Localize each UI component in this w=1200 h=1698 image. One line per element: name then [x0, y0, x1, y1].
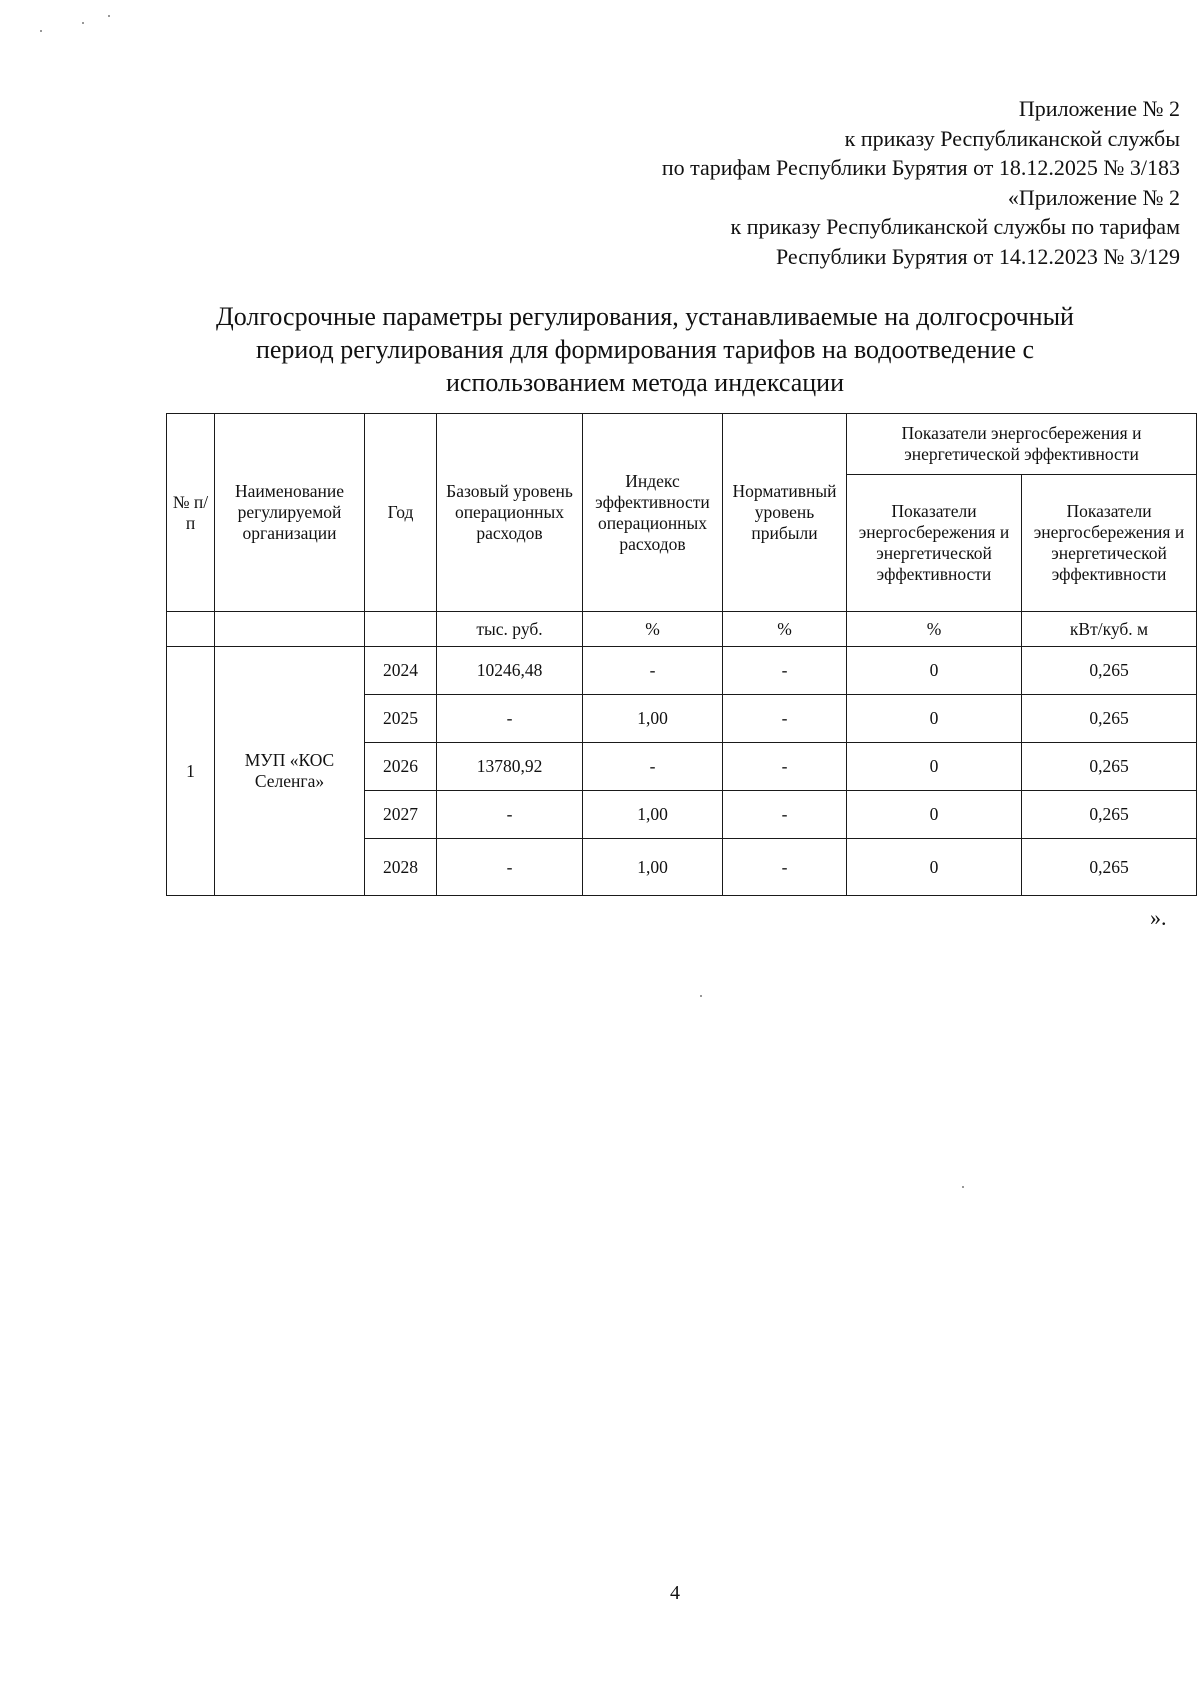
scan-speck: [108, 15, 110, 17]
scan-speck: [700, 995, 702, 997]
header-line: Приложение № 2: [1018, 96, 1180, 121]
cell-base: -: [437, 839, 583, 896]
header-org: Наименование регулируемой организации: [215, 414, 365, 612]
cell-index: -: [583, 743, 723, 791]
header-energy-group: Показатели энергосбережения и энергетической эффективности: [847, 414, 1197, 475]
cell-year: 2027: [365, 791, 437, 839]
cell-year: 2024: [365, 647, 437, 695]
cell-energy-1: 0: [847, 647, 1022, 695]
cell-index: 1,00: [583, 791, 723, 839]
cell-profit: -: [723, 647, 847, 695]
scan-speck: [962, 1186, 964, 1188]
header-line: к приказу Республиканской службы: [844, 125, 1180, 151]
header-line: «Приложение № 2: [1007, 184, 1180, 210]
cell-energy-2: 0,265: [1022, 791, 1197, 839]
document-title: [150, 300, 1140, 399]
cell-index: 1,00: [583, 839, 723, 896]
header-line: по тарифам Республики Бурятия от 18.12.2025 № 3/183: [661, 155, 1180, 180]
parameters-table: [166, 413, 1197, 896]
unit-index: %: [583, 612, 723, 647]
cell-base: -: [437, 791, 583, 839]
cell-energy-2: 0,265: [1022, 839, 1197, 896]
org-name: МУП «КОС Селенга»: [215, 647, 365, 896]
cell-energy-2: 0,265: [1022, 743, 1197, 791]
header-row: [167, 414, 1197, 475]
cell-profit: -: [723, 839, 847, 896]
header-energy-2: Показатели энергосбережения и энергетической эффективности: [1022, 475, 1197, 612]
unit-profit: %: [723, 612, 847, 647]
unit-energy-1: %: [847, 612, 1022, 647]
header-profit: Нормативный уровень прибыли: [723, 414, 847, 612]
header-base: Базовый уровень операционных расходов: [437, 414, 583, 612]
title-line: использованием метода индексации: [445, 368, 845, 397]
cell-energy-1: 0: [847, 695, 1022, 743]
units-row: [167, 612, 1197, 647]
cell-index: 1,00: [583, 695, 723, 743]
unit-empty: [215, 612, 365, 647]
header-index: Индекс эффективности операционных расходов: [583, 414, 723, 612]
cell-energy-1: 0: [847, 791, 1022, 839]
table-row: [167, 647, 1197, 695]
unit-energy-2: кВт/куб. м: [1022, 612, 1197, 647]
cell-energy-1: 0: [847, 839, 1022, 896]
scan-speck: [82, 22, 84, 24]
cell-profit: -: [723, 743, 847, 791]
cell-index: -: [583, 647, 723, 695]
cell-energy-1: 0: [847, 743, 1022, 791]
header-num: № п/п: [167, 414, 215, 612]
closing-quote: ».: [1150, 905, 1167, 930]
cell-base: 13780,92: [437, 743, 583, 791]
cell-energy-2: 0,265: [1022, 695, 1197, 743]
org-number: 1: [167, 647, 215, 896]
header-line: к приказу Республиканской службы по тарифам: [730, 214, 1180, 239]
cell-base: 10246,48: [437, 647, 583, 695]
cell-year: 2025: [365, 695, 437, 743]
header-line: Республики Бурятия от 14.12.2023 № 3/129: [775, 243, 1180, 269]
cell-profit: -: [723, 791, 847, 839]
unit-empty: [167, 612, 215, 647]
unit-base: тыс. руб.: [437, 612, 583, 647]
scan-speck: [40, 30, 42, 32]
cell-profit: -: [723, 695, 847, 743]
cell-year: 2026: [365, 743, 437, 791]
header-year: Год: [365, 414, 437, 612]
appendix-header: [480, 94, 1180, 271]
cell-energy-2: 0,265: [1022, 647, 1197, 695]
cell-base: -: [437, 695, 583, 743]
cell-year: 2028: [365, 839, 437, 896]
title-line: Долгосрочные параметры регулирования, устанавливаемые на долгосрочный: [216, 302, 1074, 331]
unit-empty: [365, 612, 437, 647]
title-line: период регулирования для формирования тарифов на водоотведение с: [255, 335, 1035, 364]
page-number: 4: [670, 1582, 680, 1604]
header-energy-1: Показатели энергосбережения и энергетической эффективности: [847, 475, 1022, 612]
